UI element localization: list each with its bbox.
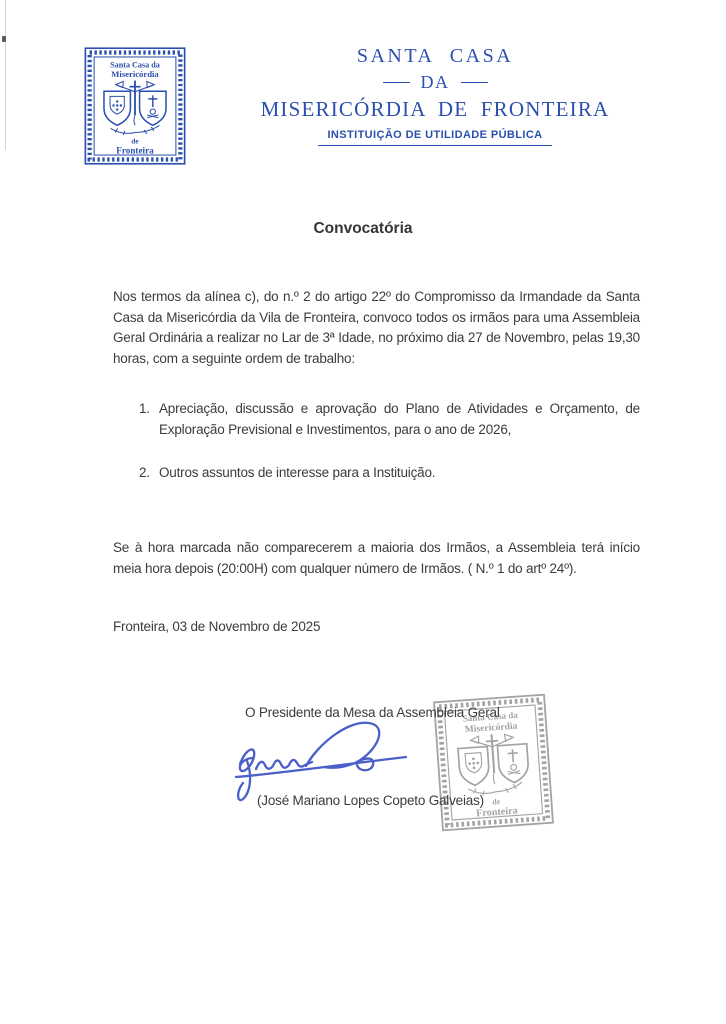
signature-role-line: O Presidente da Mesa da Assembleia Geral xyxy=(245,705,500,720)
letterhead-title-line3: MISERICÓRDIA DE FRONTEIRA xyxy=(260,97,610,121)
paragraph-intro: Nos termos da alínea c), do n.º 2 do artigo 22º do Compromisso da Irmandade da Santa Casa da Misericórdia da Vila de Fronteira, convoco todos os irmãos para uma Assembleia Geral Ordinária a realizar no Lar de 3ª Idade, no próximo dia 27 de Novembro, pelas 19,30 horas, com a seguinte ordem de trabalho: xyxy=(113,289,640,366)
handwritten-signature xyxy=(226,712,426,812)
date-line: Fronteira, 03 de Novembro de 2025 xyxy=(113,619,321,634)
signature-name-line: (José Mariano Lopes Copeto Galveias) xyxy=(257,793,484,808)
agenda-item-2-text: Outros assuntos de interesse para a Instituição. xyxy=(159,465,436,480)
document-title: Convocatória xyxy=(313,220,413,237)
letterhead-subtitle: INSTITUIÇÃO DE UTILIDADE PÚBLICA xyxy=(318,129,551,146)
decorative-dash-right xyxy=(461,82,488,83)
decorative-dash-left xyxy=(383,82,410,83)
scan-artifact-line xyxy=(5,0,6,150)
scan-artifact-speck xyxy=(2,36,6,42)
paragraph-quorum: Se à hora marcada não comparecerem a maioria dos Irmãos, a Assembleia terá início meia hora depois (20:00H) com qualquer número de Irmãos. ( N.º 1 do artº 24º). xyxy=(113,540,640,576)
letterhead-title-line2 xyxy=(255,72,615,93)
agenda-item-2-number: 2. xyxy=(139,465,150,480)
letterhead xyxy=(255,45,615,146)
agenda-item-1 xyxy=(113,399,640,440)
letterhead-title-line1: SANTA CASA xyxy=(356,45,514,67)
agenda-list xyxy=(113,399,640,484)
agenda-item-1-number: 1. xyxy=(139,401,150,416)
letterhead-da-text: DA xyxy=(420,72,450,92)
misericordia-crest-logo-icon xyxy=(84,47,186,165)
agenda-item-1-text: Apreciação, discussão e aprovação do Plano de Atividades e Orçamento, de Exploração Previsional e Investimentos, para o ano de 2026, xyxy=(159,401,640,437)
agenda-item-2 xyxy=(113,463,640,484)
